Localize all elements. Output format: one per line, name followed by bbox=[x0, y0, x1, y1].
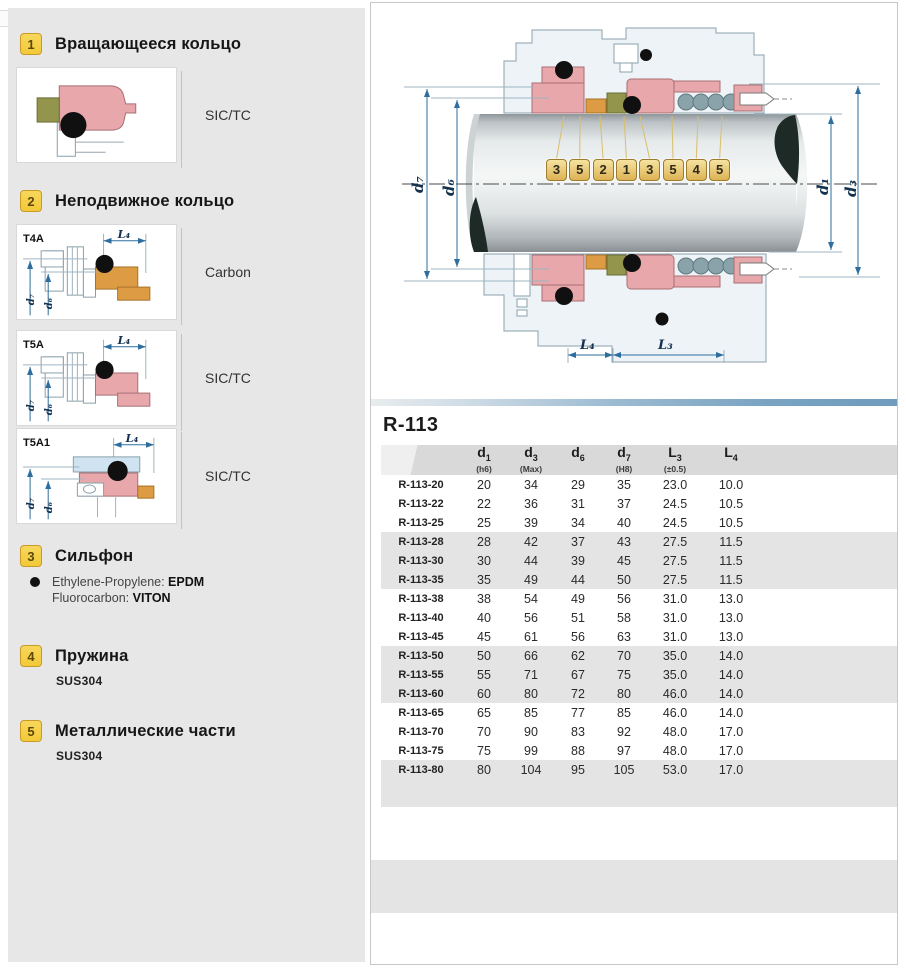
header-filler bbox=[759, 445, 897, 475]
datasheet-panel bbox=[370, 2, 898, 965]
table-row bbox=[381, 513, 897, 532]
value-cell: 60 bbox=[477, 686, 491, 701]
table-row bbox=[381, 665, 897, 684]
parts-legend-sidebar bbox=[8, 8, 365, 962]
value-cell: 45 bbox=[617, 553, 631, 568]
legend-badge-3: 3 bbox=[20, 545, 42, 567]
legend-badge-1: 1 bbox=[20, 33, 42, 55]
value-cell: 85 bbox=[524, 705, 538, 720]
column-header: $d_6$ bbox=[571, 444, 585, 463]
table-row bbox=[381, 570, 897, 589]
callout-badge-5: 5 bbox=[569, 159, 590, 181]
value-cell: 44 bbox=[524, 553, 538, 568]
shaded-band bbox=[371, 860, 897, 913]
value-cell: 97 bbox=[617, 743, 631, 758]
legend-section-metal-parts bbox=[20, 720, 236, 742]
value-cell: 66 bbox=[524, 648, 538, 663]
value-cell: 10.5 bbox=[718, 496, 744, 511]
svg-text:L₃: L₃ bbox=[658, 338, 673, 353]
t5a1-material: SIC/TC bbox=[205, 468, 251, 484]
value-cell: 95 bbox=[571, 762, 585, 777]
value-cell: 43 bbox=[617, 534, 631, 549]
value-cell: 80 bbox=[617, 686, 631, 701]
table-row bbox=[381, 475, 897, 494]
legend-title-bellows: Сильфон bbox=[55, 546, 134, 565]
value-cell: 85 bbox=[617, 705, 631, 720]
blank-band bbox=[381, 807, 897, 860]
o-ring-lower-mid bbox=[623, 254, 641, 272]
value-cell: 14.0 bbox=[718, 648, 744, 663]
table-row bbox=[381, 741, 897, 760]
value-cell: 14.0 bbox=[718, 667, 744, 682]
t4a-d6-label: d₆ bbox=[44, 297, 56, 310]
model-cell: R-113-20 bbox=[398, 478, 444, 491]
model-cell: R-113-65 bbox=[398, 706, 444, 719]
row-filler bbox=[759, 494, 897, 513]
bellows-line-viton: Fluorocarbon: VITON bbox=[52, 591, 171, 605]
value-cell: 39 bbox=[571, 553, 585, 568]
t5a1-l4-label: L₄ bbox=[125, 431, 139, 445]
t4a-code: T4A bbox=[23, 232, 44, 245]
value-cell: 31.0 bbox=[662, 610, 688, 625]
column-header: $d_3$ (Max) bbox=[519, 444, 543, 474]
value-cell: 58 bbox=[617, 610, 631, 625]
svg-text:d₃: d₃ bbox=[842, 179, 860, 197]
model-cell: R-113-75 bbox=[398, 744, 444, 757]
value-cell: 28 bbox=[477, 534, 491, 549]
rotating-ring-drawing bbox=[17, 68, 176, 162]
value-cell: 24.5 bbox=[662, 496, 688, 511]
bellows-line-epdm: Ethylene-Propylene: EPDM bbox=[52, 575, 205, 589]
row-filler bbox=[759, 722, 897, 741]
value-cell: 40 bbox=[477, 610, 491, 625]
value-cell: 42 bbox=[524, 534, 538, 549]
column-header: $d_1$ (h6) bbox=[476, 444, 492, 474]
value-cell: 25 bbox=[477, 515, 491, 530]
value-cell: 13.0 bbox=[718, 591, 744, 606]
t5a-l4-label: L₄ bbox=[117, 333, 131, 347]
value-cell: 11.5 bbox=[719, 553, 743, 568]
value-cell: 83 bbox=[571, 724, 585, 739]
value-cell: 39 bbox=[524, 515, 538, 530]
shaft bbox=[466, 114, 808, 252]
row-filler bbox=[759, 589, 897, 608]
value-cell: 17.0 bbox=[718, 762, 744, 777]
table-row bbox=[381, 760, 897, 779]
t5a1-d6-label: d₆ bbox=[44, 501, 56, 514]
t4a-thumbnail bbox=[16, 224, 177, 320]
value-cell: 56 bbox=[617, 591, 631, 606]
value-cell: 80 bbox=[524, 686, 538, 701]
shaft-lines bbox=[75, 142, 123, 152]
value-cell: 77 bbox=[571, 705, 585, 720]
callout-badge-5: 5 bbox=[709, 159, 730, 181]
value-cell: 22 bbox=[477, 496, 491, 511]
value-cell: 31.0 bbox=[662, 629, 688, 644]
row-filler bbox=[759, 741, 897, 760]
value-cell: 37 bbox=[571, 534, 585, 549]
value-cell: 80 bbox=[477, 762, 491, 777]
row-filler bbox=[759, 608, 897, 627]
table-row bbox=[381, 551, 897, 570]
value-cell: 40 bbox=[617, 515, 631, 530]
value-cell: 29 bbox=[571, 477, 585, 492]
value-cell: 10.0 bbox=[718, 477, 744, 492]
o-ring-upper-left bbox=[555, 61, 573, 79]
row-filler bbox=[759, 551, 897, 570]
legend-section-rotating-ring bbox=[20, 33, 241, 55]
table-row bbox=[381, 589, 897, 608]
callout-badge-3: 3 bbox=[546, 159, 567, 181]
variant-row-t4a bbox=[16, 224, 251, 320]
assembly-drawing bbox=[374, 3, 894, 397]
row-filler bbox=[759, 703, 897, 722]
t4a-drawing bbox=[17, 225, 176, 319]
legend-section-bellows bbox=[20, 545, 133, 567]
gland-bolt bbox=[614, 44, 638, 63]
row-filler bbox=[759, 475, 897, 494]
legend-title-rotating-ring: Вращающееся кольцо bbox=[55, 34, 242, 53]
model-cell: R-113-40 bbox=[398, 611, 444, 624]
column-header: $L_3$ (±0.5) bbox=[663, 444, 687, 474]
table-row bbox=[381, 703, 897, 722]
rotating-ring-material: SIC/TC bbox=[205, 107, 251, 123]
t5a-material: SIC/TC bbox=[205, 370, 251, 386]
callout-badge-2: 2 bbox=[593, 159, 614, 181]
model-cell: R-113-70 bbox=[398, 725, 444, 738]
table-row bbox=[381, 494, 897, 513]
model-cell: R-113-80 bbox=[398, 763, 444, 776]
set-screw-upper bbox=[740, 93, 774, 105]
value-cell: 75 bbox=[477, 743, 491, 758]
value-cell: 50 bbox=[617, 572, 631, 587]
value-cell: 56 bbox=[571, 629, 585, 644]
series-title: R-113 bbox=[383, 414, 439, 436]
callout-badge-1: 1 bbox=[616, 159, 637, 181]
legend-section-stationary-ring bbox=[20, 190, 234, 212]
blank-band-2 bbox=[381, 913, 897, 960]
row-filler bbox=[759, 760, 897, 779]
value-cell: 105 bbox=[613, 762, 635, 777]
t5a-d7-label: d₇ bbox=[26, 399, 38, 412]
t5a1-d7-label: d₇ bbox=[26, 497, 38, 510]
seal-cross-section-diagram bbox=[371, 3, 897, 399]
column-header: $L_4$ bbox=[724, 444, 738, 463]
value-cell: 88 bbox=[571, 743, 585, 758]
legend-section-spring bbox=[20, 645, 128, 667]
bullet-icon bbox=[30, 577, 40, 587]
value-cell: 34 bbox=[524, 477, 538, 492]
value-cell: 48.0 bbox=[662, 743, 688, 758]
value-cell: 37 bbox=[617, 496, 631, 511]
bellows-materials bbox=[30, 574, 204, 606]
table-row bbox=[381, 722, 897, 741]
svg-text:d₆: d₆ bbox=[440, 178, 458, 196]
row-filler bbox=[759, 513, 897, 532]
o-ring-lower-left bbox=[555, 287, 573, 305]
row-filler bbox=[759, 627, 897, 646]
legend-badge-2: 2 bbox=[20, 190, 42, 212]
seat-ring bbox=[37, 98, 59, 122]
value-cell: 36 bbox=[524, 496, 538, 511]
value-cell: 23.0 bbox=[662, 477, 688, 492]
t5a-thumbnail bbox=[16, 330, 177, 426]
t4a-material: Carbon bbox=[205, 264, 251, 280]
table-row bbox=[381, 608, 897, 627]
value-cell: 46.0 bbox=[662, 705, 688, 720]
legend-title-metal-parts: Металлические части bbox=[55, 721, 236, 740]
table-header-row bbox=[381, 445, 897, 475]
callout-badge-3: 3 bbox=[639, 159, 660, 181]
t5a1-thumbnail bbox=[16, 428, 177, 524]
variant-row-t5a bbox=[16, 330, 251, 426]
legend-badge-4: 4 bbox=[20, 645, 42, 667]
model-cell: R-113-60 bbox=[398, 687, 444, 700]
value-cell: 24.5 bbox=[662, 515, 688, 530]
value-cell: 11.5 bbox=[719, 572, 743, 587]
value-cell: 14.0 bbox=[718, 705, 744, 720]
t5a-drawing bbox=[17, 331, 176, 425]
value-cell: 13.0 bbox=[718, 629, 744, 644]
model-cell: R-113-55 bbox=[398, 668, 444, 681]
svg-text:L₄: L₄ bbox=[580, 338, 595, 353]
legend-title-spring: Пружина bbox=[55, 646, 129, 665]
t5a1-sleeve bbox=[73, 457, 139, 472]
table-row bbox=[381, 627, 897, 646]
table-row bbox=[381, 646, 897, 665]
value-cell: 54 bbox=[524, 591, 538, 606]
rotating-ring-row bbox=[16, 67, 251, 163]
t4a-d7-label: d₇ bbox=[26, 293, 38, 306]
rotating-ring-thumbnail bbox=[16, 67, 177, 163]
padding-row bbox=[381, 779, 897, 807]
value-cell: 31 bbox=[571, 496, 585, 511]
value-cell: 49 bbox=[524, 572, 538, 587]
row-filler bbox=[759, 570, 897, 589]
value-cell: 27.5 bbox=[662, 534, 688, 549]
value-cell: 53.0 bbox=[662, 762, 688, 777]
legend-title-stationary-ring: Неподвижное кольцо bbox=[55, 191, 235, 210]
value-cell: 90 bbox=[524, 724, 538, 739]
value-cell: 46.0 bbox=[662, 686, 688, 701]
value-cell: 71 bbox=[524, 667, 538, 682]
value-cell: 11.5 bbox=[719, 534, 743, 549]
value-cell: 67 bbox=[571, 667, 585, 682]
value-cell: 62 bbox=[571, 648, 585, 663]
value-cell: 92 bbox=[617, 724, 631, 739]
value-cell: 48.0 bbox=[662, 724, 688, 739]
separator-bar bbox=[371, 399, 897, 406]
legend-badge-5: 5 bbox=[20, 720, 42, 742]
o-ring-upper-mid bbox=[623, 96, 641, 114]
value-cell: 35 bbox=[617, 477, 631, 492]
row-filler bbox=[759, 646, 897, 665]
model-cell: R-113-50 bbox=[398, 649, 444, 662]
value-cell: 17.0 bbox=[718, 743, 744, 758]
value-cell: 45 bbox=[477, 629, 491, 644]
value-cell: 51 bbox=[571, 610, 585, 625]
model-cell: R-113-45 bbox=[398, 630, 444, 643]
o-ring bbox=[60, 112, 86, 138]
row-filler bbox=[759, 684, 897, 703]
model-cell: R-113-30 bbox=[398, 554, 444, 567]
metal-parts-material: SUS304 bbox=[56, 749, 103, 763]
row-filler bbox=[759, 665, 897, 684]
value-cell: 70 bbox=[617, 648, 631, 663]
value-cell: 27.5 bbox=[662, 553, 688, 568]
value-cell: 13.0 bbox=[718, 610, 744, 625]
value-cell: 61 bbox=[524, 629, 538, 644]
value-cell: 35.0 bbox=[662, 667, 688, 682]
svg-text:d₇: d₇ bbox=[409, 175, 427, 193]
value-cell: 75 bbox=[617, 667, 631, 682]
table-row bbox=[381, 532, 897, 551]
t4a-l4-label: L₄ bbox=[117, 227, 131, 241]
model-cell: R-113-35 bbox=[398, 573, 444, 586]
table-row bbox=[381, 684, 897, 703]
dimensions-section bbox=[371, 414, 897, 960]
callout-badge-4: 4 bbox=[686, 159, 707, 181]
value-cell: 27.5 bbox=[662, 572, 688, 587]
row-filler bbox=[759, 532, 897, 551]
t5a-code: T5A bbox=[23, 338, 44, 351]
model-cell: R-113-38 bbox=[398, 592, 444, 605]
value-cell: 17.0 bbox=[718, 724, 744, 739]
column-header: $d_7$ (H8) bbox=[615, 444, 633, 474]
value-cell: 55 bbox=[477, 667, 491, 682]
value-cell: 35 bbox=[477, 572, 491, 587]
value-cell: 44 bbox=[571, 572, 585, 587]
callout-badge-5: 5 bbox=[663, 159, 684, 181]
t5a1-code: T5A1 bbox=[23, 436, 51, 449]
value-cell: 20 bbox=[477, 477, 491, 492]
variant-row-t5a1 bbox=[16, 428, 251, 524]
value-cell: 70 bbox=[477, 724, 491, 739]
value-cell: 50 bbox=[477, 648, 491, 663]
corner-cell bbox=[381, 445, 461, 475]
model-cell: R-113-22 bbox=[398, 497, 444, 510]
value-cell: 34 bbox=[571, 515, 585, 530]
model-cell: R-113-28 bbox=[398, 535, 444, 548]
rotating-face-upper bbox=[607, 93, 626, 113]
value-cell: 14.0 bbox=[718, 686, 744, 701]
t5a1-drawing bbox=[17, 429, 176, 523]
value-cell: 35.0 bbox=[662, 648, 688, 663]
model-cell: R-113-25 bbox=[398, 516, 444, 529]
value-cell: 99 bbox=[524, 743, 538, 758]
value-cell: 31.0 bbox=[662, 591, 688, 606]
spring-material: SUS304 bbox=[56, 674, 103, 688]
value-cell: 10.5 bbox=[718, 515, 744, 530]
t5a-d6-label: d₆ bbox=[44, 403, 56, 416]
value-cell: 72 bbox=[571, 686, 585, 701]
value-cell: 63 bbox=[617, 629, 631, 644]
value-cell: 30 bbox=[477, 553, 491, 568]
seat-upper bbox=[586, 99, 606, 113]
value-cell: 38 bbox=[477, 591, 491, 606]
value-cell: 56 bbox=[524, 610, 538, 625]
svg-text:d₁: d₁ bbox=[814, 177, 832, 195]
value-cell: 49 bbox=[571, 591, 585, 606]
dimensions-table bbox=[381, 445, 897, 807]
value-cell: 65 bbox=[477, 705, 491, 720]
gland-bolt-lower bbox=[514, 254, 530, 296]
value-cell: 104 bbox=[520, 762, 542, 777]
